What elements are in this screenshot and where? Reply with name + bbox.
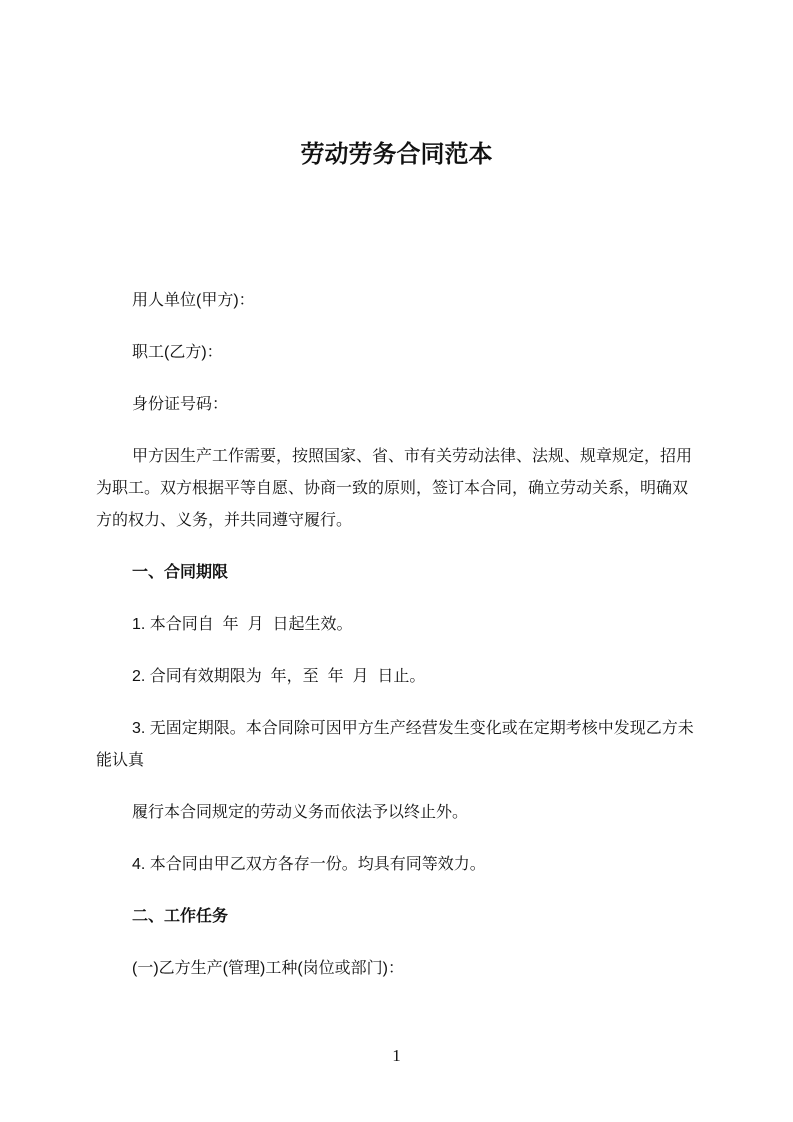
section-heading: 二、工作任务 [132, 908, 229, 925]
document-body [96, 285, 700, 985]
paragraph: 履行本合同规定的劳动义务而依法予以终止外。 [132, 804, 469, 821]
page-footer [0, 1046, 793, 1066]
paragraph: 职工(乙方)： [132, 344, 223, 361]
paragraph: 2. 合同有效期限为 年，至 年 月 日止。 [132, 668, 426, 685]
page-number: 1 [392, 1046, 401, 1065]
paragraph: 1. 本合同自 年 月 日起生效。 [132, 616, 353, 633]
section-heading: 一、合同期限 [132, 564, 229, 581]
document-title: 劳动劳务合同范本 [300, 141, 493, 168]
paragraph: 甲方因生产工作需要，按照国家、省、市有关劳动法律、法规、规章规定，招用为职工。双方根据平等自愿、协商一致的原则，签订本合同，确立劳动关系，明确双方的权力、义务，并共同遵守履行。 [96, 448, 693, 529]
paragraph: 身份证号码： [132, 396, 229, 413]
paragraph: 用人单位(甲方)： [132, 292, 255, 309]
paragraph: 3. 无固定期限。本合同除可因甲方生产经营发生变化或在定期考核中发现乙方未能认真 [96, 720, 694, 769]
paragraph: (一)乙方生产(管理)工种(岗位或部门)： [132, 960, 404, 977]
paragraph: 4. 本合同由甲乙双方各存一份。均具有同等效力。 [132, 856, 486, 873]
